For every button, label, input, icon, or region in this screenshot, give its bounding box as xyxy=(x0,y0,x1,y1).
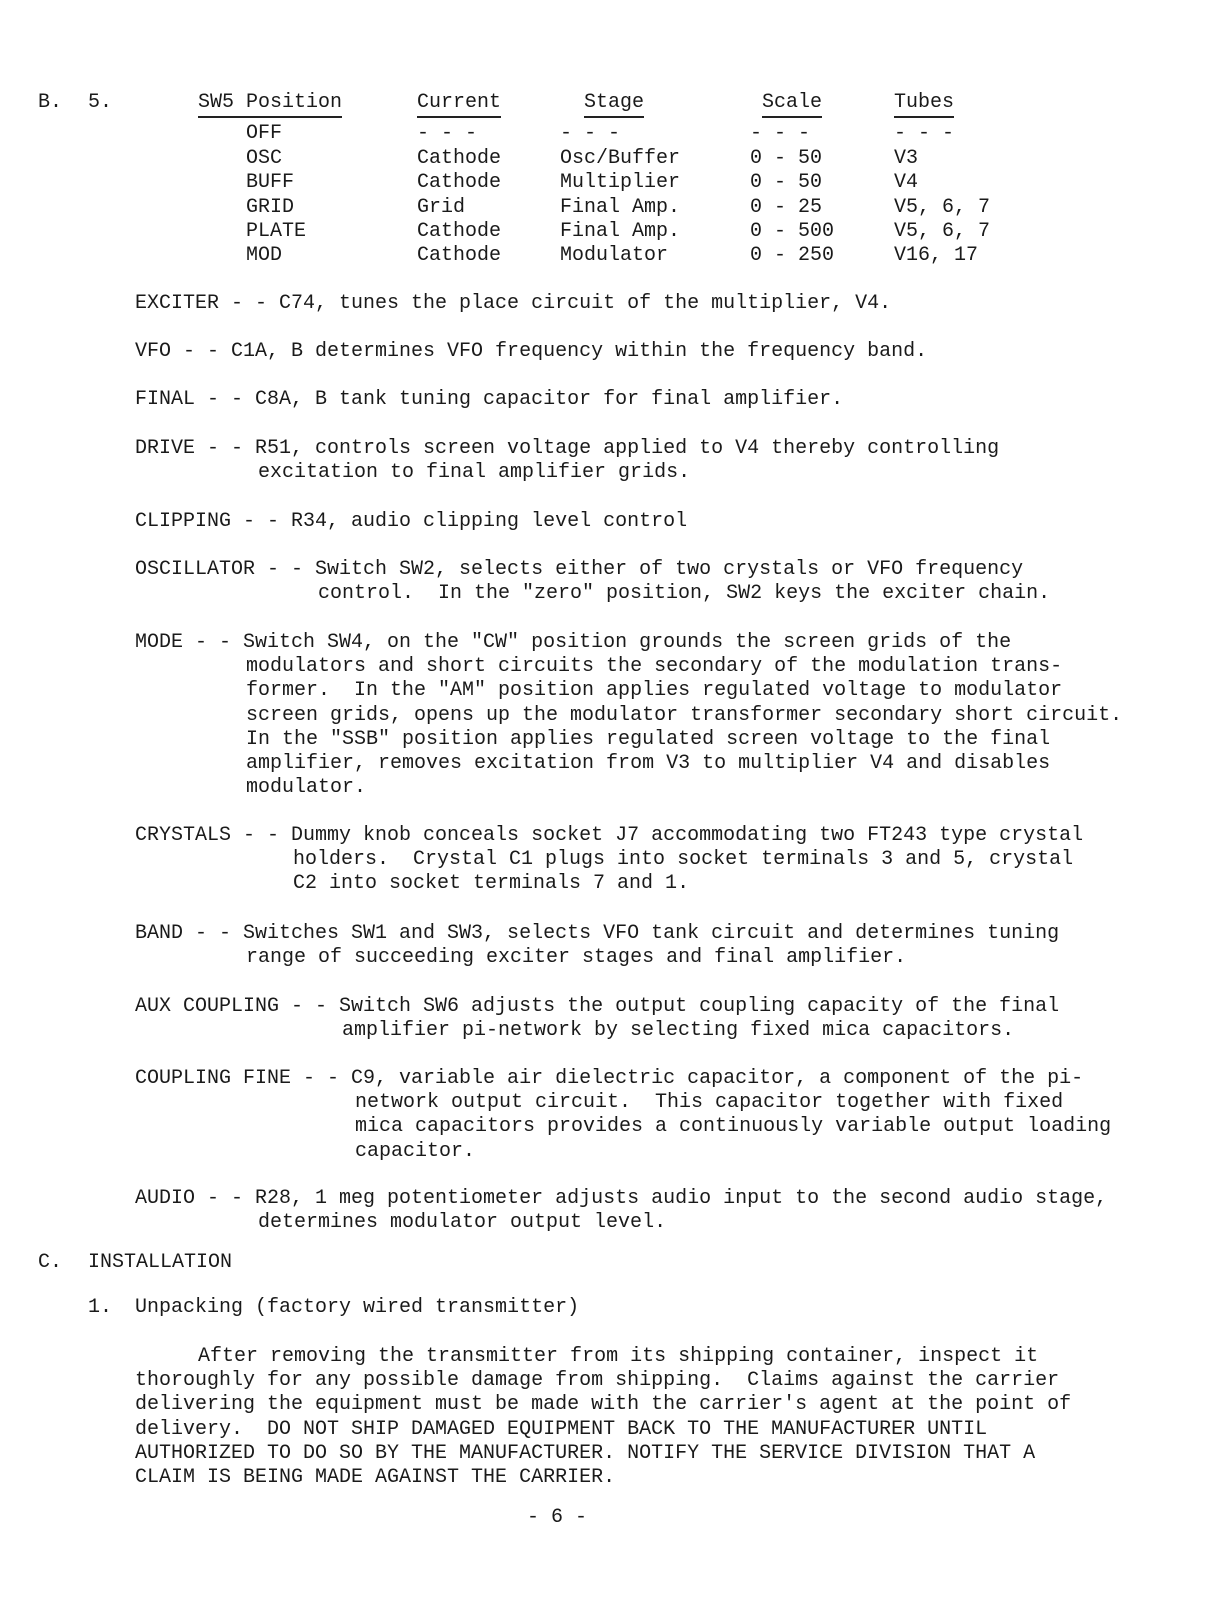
table-cell: - - - xyxy=(560,122,621,145)
text-line: modulators and short circuits the secondary of the modulation trans- xyxy=(246,655,1063,679)
table-cell: 0 - 500 xyxy=(750,220,835,243)
table-cell: - - - xyxy=(750,122,811,145)
table-cell: Osc/Buffer xyxy=(560,147,681,170)
text-line: CLAIM IS BEING MADE AGAINST THE CARRIER. xyxy=(135,1466,616,1489)
text-line: modulator. xyxy=(246,776,367,800)
table-cell: Final Amp. xyxy=(560,196,681,219)
table-header: Stage xyxy=(584,91,644,118)
text-line: excitation to final amplifier grids. xyxy=(258,461,691,485)
table-cell: OSC xyxy=(246,147,283,170)
table-cell: V3 xyxy=(894,147,919,170)
table-cell: 0 - 250 xyxy=(750,244,835,267)
table-cell: Multiplier xyxy=(560,171,681,194)
item-number: 5. xyxy=(88,91,113,114)
text-line: mica capacitors provides a continuously variable output loading xyxy=(355,1115,1112,1139)
table-cell: 0 - 50 xyxy=(750,171,823,194)
text-line: capacitor. xyxy=(355,1139,476,1163)
table-header: Tubes xyxy=(894,91,954,118)
table-cell: Cathode xyxy=(417,171,502,194)
table-cell: MOD xyxy=(246,244,283,267)
text-line: determines modulator output level. xyxy=(258,1211,667,1235)
table-cell: Cathode xyxy=(417,220,502,243)
table-cell: BUFF xyxy=(246,171,295,194)
text-line: C2 into socket terminals 7 and 1. xyxy=(293,872,690,896)
table-cell: V5, 6, 7 xyxy=(894,220,991,243)
table-cell: OFF xyxy=(246,122,283,145)
table-header: Current xyxy=(417,91,501,118)
text-line: former. In the "AM" position applies regulated voltage to modulator xyxy=(246,679,1063,703)
text-line: network output circuit. This capacitor together with fixed xyxy=(355,1091,1064,1115)
table-cell: - - - xyxy=(894,122,955,145)
text-line: AUX COUPLING - - Switch SW6 adjusts the output coupling capacity of the final xyxy=(135,995,1060,1018)
text-line: BAND - - Switches SW1 and SW3, selects VFO tank circuit and determines tuning xyxy=(135,922,1060,945)
table-cell: V4 xyxy=(894,171,919,194)
text-line: MODE - - Switch SW4, on the "CW" position grounds the screen grids of the xyxy=(135,631,1012,654)
table-cell: Grid xyxy=(417,196,466,219)
table-header: Scale xyxy=(762,91,822,118)
text-line: amplifier, removes excitation from V3 to multiplier V4 and disables xyxy=(246,752,1051,775)
text-line: After removing the transmitter from its shipping container, inspect it xyxy=(198,1345,1039,1368)
text-line: COUPLING FINE - - C9, variable air dielectric capacitor, a component of the pi- xyxy=(135,1067,1084,1090)
text-line: VFO - - C1A, B determines VFO frequency within the frequency band. xyxy=(135,340,928,363)
text-line: In the "SSB" position applies regulated screen voltage to the final xyxy=(246,727,1051,751)
section-label: B. xyxy=(38,91,63,114)
text-line: range of succeeding exciter stages and final amplifier. xyxy=(246,946,907,970)
text-line: delivery. DO NOT SHIP DAMAGED EQUIPMENT BACK TO THE MANUFACTURER UNTIL xyxy=(135,1417,988,1441)
text-line: AUTHORIZED TO DO SO BY THE MANUFACTURER. NOTIFY THE SERVICE DIVISION THAT A xyxy=(135,1441,1036,1465)
table-cell: PLATE xyxy=(246,220,307,243)
text-line: OSCILLATOR - - Switch SW2, selects either of two crystals or VFO frequency xyxy=(135,558,1024,581)
section-title: INSTALLATION xyxy=(88,1251,233,1274)
table-cell: Final Amp. xyxy=(560,220,681,243)
text-line: CLIPPING - - R34, audio clipping level control xyxy=(135,510,688,533)
table-cell: 0 - 25 xyxy=(750,196,823,219)
table-cell: 0 - 50 xyxy=(750,147,823,170)
text-line: DRIVE - - R51, controls screen voltage applied to V4 thereby controlling xyxy=(135,437,1000,460)
text-line: thoroughly for any possible damage from shipping. Claims against the carrier xyxy=(135,1369,1060,1393)
table-cell: Modulator xyxy=(560,244,669,267)
table-header: SW5 Position xyxy=(198,91,342,118)
item-number: 1. xyxy=(88,1296,113,1319)
text-line: screen grids, opens up the modulator transformer secondary short circuit. xyxy=(246,703,1123,727)
text-line: control. In the "zero" position, SW2 keys the exciter chain. xyxy=(318,582,1051,606)
table-cell: GRID xyxy=(246,196,295,219)
text-line: EXCITER - - C74, tunes the place circuit of the multiplier, V4. xyxy=(135,292,892,315)
table-cell: Cathode xyxy=(417,244,502,267)
text-line: FINAL - - C8A, B tank tuning capacitor for final amplifier. xyxy=(135,388,844,411)
page-number: - 6 - xyxy=(527,1506,588,1529)
table-cell: - - - xyxy=(417,122,478,145)
text-line: CRYSTALS - - Dummy knob conceals socket J7 accommodating two FT243 type crystal xyxy=(135,824,1084,847)
text-line: AUDIO - - R28, 1 meg potentiometer adjusts audio input to the second audio stage, xyxy=(135,1187,1108,1210)
table-cell: V16, 17 xyxy=(894,244,979,267)
table-cell: Cathode xyxy=(417,147,502,170)
text-line: delivering the equipment must be made with the carrier's agent at the point of xyxy=(135,1393,1072,1417)
text-line: amplifier pi-network by selecting fixed mica capacitors. xyxy=(342,1019,1015,1043)
text-line: holders. Crystal C1 plugs into socket terminals 3 and 5, crystal xyxy=(293,848,1074,872)
table-cell: V5, 6, 7 xyxy=(894,196,991,219)
item-title: Unpacking (factory wired transmitter) xyxy=(135,1296,580,1319)
section-label: C. xyxy=(38,1251,63,1274)
